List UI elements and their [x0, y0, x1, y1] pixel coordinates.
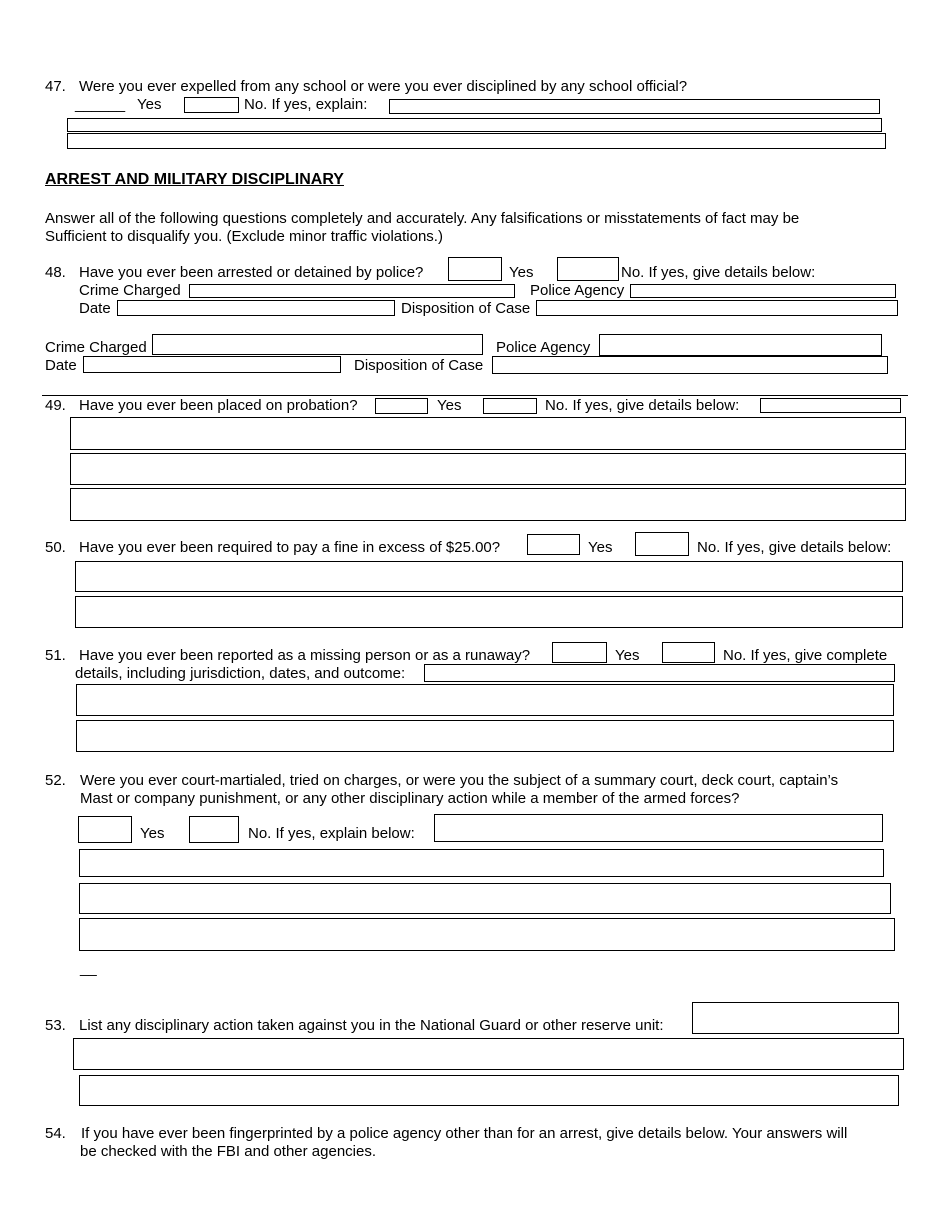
- q51-no-checkbox[interactable]: [662, 642, 715, 663]
- q48-no-label: No. If yes, give details below:: [621, 264, 816, 281]
- q52-yes-label: Yes: [140, 825, 165, 842]
- q50-details-line-1[interactable]: [75, 561, 903, 592]
- section-instructions-line-1: Answer all of the following questions completely and accurately. Any falsifications or misstatements of fact may be: [45, 210, 800, 227]
- q48-disposition-field-1[interactable]: [536, 300, 898, 316]
- q49-no-checkbox[interactable]: [483, 398, 537, 414]
- q52-yes-checkbox[interactable]: [78, 816, 132, 843]
- q52-explain-line-4[interactable]: [79, 918, 895, 951]
- q48-crime-charged-label-2: Crime Charged: [45, 339, 147, 356]
- q49-no-label: No. If yes, give details below:: [545, 397, 740, 414]
- q51-yes-checkbox[interactable]: [552, 642, 607, 663]
- q49-yes-checkbox[interactable]: [375, 398, 428, 414]
- divider: [42, 395, 908, 396]
- q50-yes-label: Yes: [588, 539, 613, 556]
- q48-date-field-1[interactable]: [117, 300, 395, 316]
- q48-police-agency-field-1[interactable]: [630, 284, 896, 298]
- q50-details-line-2[interactable]: [75, 596, 903, 628]
- q47-yes-label: Yes: [137, 96, 162, 113]
- q50-yes-checkbox[interactable]: [527, 534, 580, 555]
- q49-details-line-4[interactable]: [70, 488, 906, 521]
- q49-details-line-2[interactable]: [70, 417, 906, 450]
- q51-details-line-3[interactable]: [76, 720, 894, 752]
- q51-question: Have you ever been reported as a missing person or as a runaway?: [79, 647, 531, 664]
- q48-disposition-label-1: Disposition of Case: [401, 300, 531, 317]
- q48-number: 48.: [45, 264, 66, 281]
- q53-details-line-3[interactable]: [79, 1075, 899, 1106]
- q48-crime-charged-field-1[interactable]: [189, 284, 515, 298]
- q54-number: 54.: [45, 1125, 66, 1142]
- q49-yes-label: Yes: [437, 397, 462, 414]
- q51-details-field[interactable]: [424, 664, 895, 682]
- q51-yes-label: Yes: [615, 647, 640, 664]
- q49-details-line-3[interactable]: [70, 453, 906, 485]
- q53-question: List any disciplinary action taken against you in the National Guard or other reserve unit:: [79, 1017, 664, 1034]
- q48-police-agency-label-2: Police Agency: [496, 339, 591, 356]
- q52-trailing-line: __: [80, 960, 97, 977]
- q48-yes-checkbox[interactable]: [448, 257, 502, 281]
- q47-no-checkbox[interactable]: [184, 97, 239, 113]
- q54-question-line-2: be checked with the FBI and other agencies.: [80, 1143, 377, 1160]
- q53-details-line-2[interactable]: [73, 1038, 904, 1070]
- q52-explain-field[interactable]: [434, 814, 883, 842]
- q47-yes-blank[interactable]: ______: [75, 96, 126, 113]
- q50-no-checkbox[interactable]: [635, 532, 689, 556]
- q47-no-label: No. If yes, explain:: [244, 96, 368, 113]
- q53-details-field[interactable]: [692, 1002, 899, 1034]
- q48-disposition-field-2[interactable]: [492, 356, 888, 374]
- q48-date-label-2: Date: [45, 357, 77, 374]
- q48-police-agency-label-1: Police Agency: [530, 282, 625, 299]
- q48-police-agency-field-2[interactable]: [599, 334, 882, 356]
- q52-number: 52.: [45, 772, 66, 789]
- q50-number: 50.: [45, 539, 66, 556]
- q52-explain-line-3[interactable]: [79, 883, 891, 914]
- q47-explain-line-2[interactable]: [67, 118, 882, 132]
- q53-number: 53.: [45, 1017, 66, 1034]
- q48-disposition-label-2: Disposition of Case: [354, 357, 484, 374]
- q48-date-field-2[interactable]: [83, 356, 341, 373]
- q48-yes-label: Yes: [509, 264, 534, 281]
- q49-question: Have you ever been placed on probation?: [79, 397, 358, 414]
- section-instructions-line-2: Sufficient to disqualify you. (Exclude minor traffic violations.): [45, 228, 443, 245]
- q48-crime-charged-field-2[interactable]: [152, 334, 483, 355]
- q54-question-line-1: If you have ever been fingerprinted by a police agency other than for an arrest, give details below. Your answers will: [81, 1125, 848, 1142]
- q50-question: Have you ever been required to pay a fine in excess of $25.00?: [79, 539, 501, 556]
- q47-number: 47.: [45, 78, 66, 95]
- q52-question-line-2: Mast or company punishment, or any other disciplinary action while a member of the armed forces?: [80, 790, 740, 807]
- q52-no-checkbox[interactable]: [189, 816, 239, 843]
- q49-details-field[interactable]: [760, 398, 901, 413]
- q51-question-line-2: details, including jurisdiction, dates, and outcome:: [75, 665, 406, 682]
- q48-date-label-1: Date: [79, 300, 111, 317]
- q47-explain-line-3[interactable]: [67, 133, 886, 149]
- q48-crime-charged-label-1: Crime Charged: [79, 282, 181, 299]
- q50-no-label: No. If yes, give details below:: [697, 539, 892, 556]
- section-title: ARREST AND MILITARY DISCIPLINARY: [45, 171, 344, 188]
- q52-question-line-1: Were you ever court-martialed, tried on charges, or were you the subject of a summary court, deck court, captain’s: [80, 772, 839, 789]
- q51-number: 51.: [45, 647, 66, 664]
- q47-question: Were you ever expelled from any school or were you ever disciplined by any school official?: [79, 78, 688, 95]
- q51-no-label: No. If yes, give complete: [723, 647, 888, 664]
- q47-explain-field[interactable]: [389, 99, 880, 114]
- q49-number: 49.: [45, 397, 66, 414]
- q48-question: Have you ever been arrested or detained by police?: [79, 264, 424, 281]
- q51-details-line-2[interactable]: [76, 684, 894, 716]
- q52-explain-line-2[interactable]: [79, 849, 884, 877]
- q52-no-label: No. If yes, explain below:: [248, 825, 415, 842]
- q48-no-checkbox[interactable]: [557, 257, 619, 281]
